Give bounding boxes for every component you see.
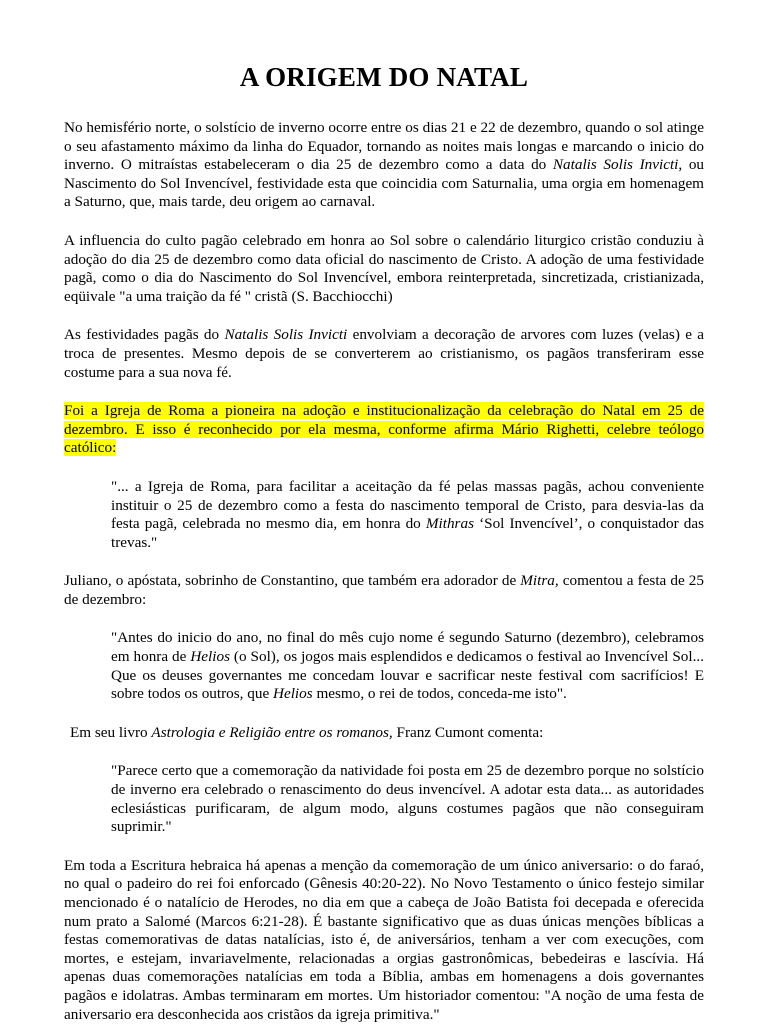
paragraph-text: Em seu livro <box>70 723 152 741</box>
paragraph-text: comentou a festa de 25 de dezembro: <box>64 572 704 608</box>
paragraph-influence: A influencia do culto pagão celebrado em honra ao Sol sobre o calendário liturgico cristão conduziu à adoção do dia 25 de dezembro como data oficial do nascimento de Cristo. A adoção de uma festividade pagã, como o dia do Nascimento do Sol Invencível, embora reinterpretada, sincretizada, cristianizada, eqüivale "a uma traição da fé " cristã (S. Bacchiocchi) <box>64 231 704 305</box>
paragraph-text: envolviam a decoração de arvores com luzes (velas) e a troca de presentes. Mesmo depois de se converterem ao cristianismo, os pagãos transferiram esse costume para a sua nova fé. <box>64 326 704 381</box>
book-title: Astrologia e Religião entre os romanos, <box>151 723 393 741</box>
paragraph-text: No hemisfério norte, o solstício de inverno ocorre entre os dias 21 e 22 de dezembro, quando o sol atinge o seu afastamento máximo da linha do Equador, tornando as noites mais longas e marcando o inicio do inverno. O mitraístas estabeleceram o dia 25 de dezembro como a data do <box>64 119 704 174</box>
document-title: A ORIGEM DO NATAL <box>239 62 529 92</box>
quote-text: mesmo, o rei de todos, conceda-me isto". <box>312 685 567 703</box>
italic-term: Helios <box>190 648 230 666</box>
quote-righetti <box>111 478 704 552</box>
italic-term: Natalis Solis Invicti <box>552 156 679 174</box>
quote-text: "... a Igreja de Roma, para facilitar a aceitação da fé pelas massas pagãs, achou conveniente instituir o 25 de dezembro como a festa do nascimento temporal de Cristo, para desvia-las da festa pagã, celebrada no mesmo dia, em honra do <box>111 477 704 533</box>
italic-term: Helios <box>273 685 313 703</box>
quote-text: (o Sol), os jogos mais esplendidos e dedicamos o festival ao Invencível Sol... Que os deuses governantes me concedam louvar e sacrificar neste festival com sacrifícios! E sobre todos os outros, que <box>111 648 705 703</box>
paragraph-cumont <box>64 724 704 743</box>
quote-cumont: "Parece certo que a comemoração da natividade foi posta em 25 de dezembro porque no solstício de inverno era celebrado o renascimento do deus invencível. A adotar esta data... as autoridades eclesiásticas purificaram, de algum modo, alguns costumes pagãos que não conseguiram suprimir." <box>111 762 704 836</box>
paragraph-text: Juliano, o apóstata, sobrinho de Constantino, que também era adorador de <box>64 572 521 590</box>
paragraph-festivities <box>64 326 704 382</box>
paragraph-highlighted <box>64 402 704 458</box>
italic-term: Natalis Solis Invicti <box>224 326 348 344</box>
paragraph-solstice <box>64 119 704 212</box>
paragraph-juliano <box>64 572 704 609</box>
italic-term: Mitra, <box>520 572 559 590</box>
paragraph-text: As festividades pagãs do <box>64 326 225 344</box>
highlighted-text: Foi a Igreja de Roma a pioneira na adoção e institucionalização da celebração do Natal em 25 de dezembro. E isso é reconhecido por ela mesma, conforme afirma Mário Righetti, celebre teólogo católico: <box>64 402 704 457</box>
quote-text: ‘Sol Invencível’, o conquistador das trevas." <box>111 515 704 551</box>
paragraph-text: , ou Nascimento do Sol Invencível, festividade esta que coincidia com Saturnalia, uma orgia em homenagem a Saturno, que, mais tarde, deu origem ao carnaval. <box>64 156 705 211</box>
quote-text: "Antes do inicio do ano, no final do mês cujo nome é segundo Saturno (dezembro), celebramos em honra de <box>111 629 704 666</box>
paragraph-scripture: Em toda a Escritura hebraica há apenas a menção da comemoração de um único aniversario: o do faraó, no qual o padeiro do rei foi enforcado (Gênesis 40:20-22). No Novo Testamento o único festejo similar mencionado é o natalício de Herodes, no dia em que a cabeça de João Batista foi decepada e oferecida num prato a Salomé (Marcos 6:21-28). É bastante significativo que as duas únicas menções bíblicas a festas comemorativas de datas natalícias, isto é, de aniversários, tenham a ver com execuções, com mortes, e estejam, invariavelmente, relacionadas a orgias gastronômicas, bebedeiras e lascívia. Há apenas duas comemorações natalícias em toda a Bíblia, ambas em homenagens a dois governantes pagãos e idolatras. Ambas terminaram em mortes. Um historiador comentou: "A noção de uma festa de aniversario era desconhecida aos cristãos da igreja primitiva." <box>64 856 704 1023</box>
italic-term: Mithras <box>425 515 474 533</box>
paragraph-text: Franz Cumont comenta: <box>392 723 544 741</box>
quote-juliano <box>111 629 704 703</box>
